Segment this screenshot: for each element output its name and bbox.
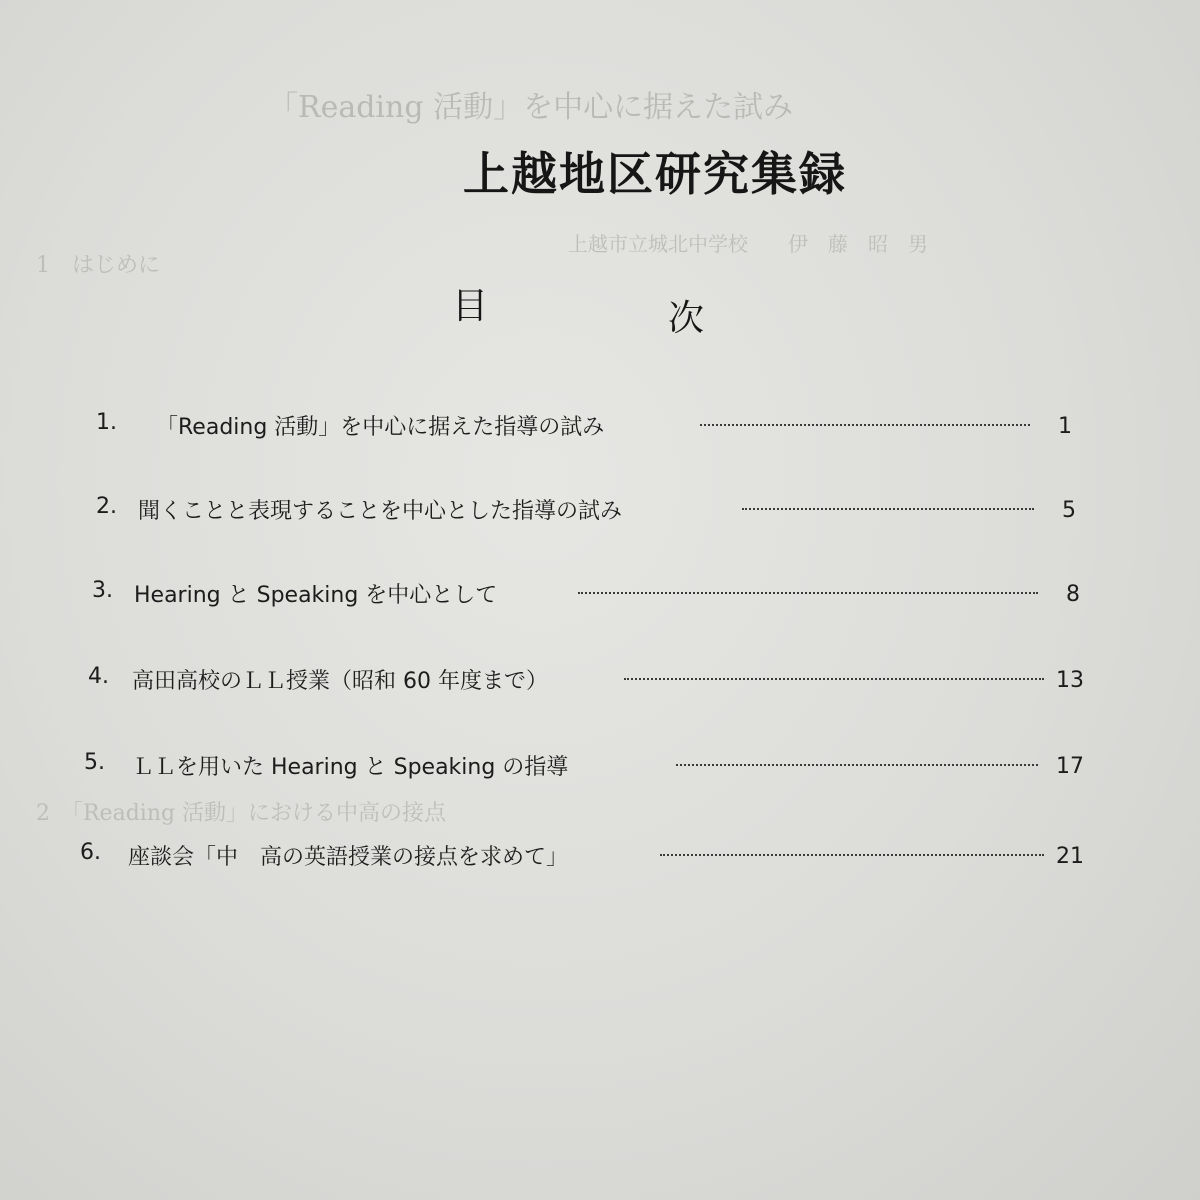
- toc-entry-leader: [624, 678, 1044, 680]
- toc-entry-title: 聞くことと表現することを中心とした指導の試み: [138, 499, 623, 524]
- toc-entry-page: 8: [1066, 582, 1080, 607]
- toc-entry-page: 17: [1056, 754, 1084, 779]
- toc-entry: [0, 494, 1200, 534]
- toc-entry-number: 2.: [96, 494, 117, 519]
- toc-entry-title: 「Reading 活動」を中心に据えた指導の試み: [156, 415, 605, 440]
- toc-entry-number: 5.: [84, 750, 105, 775]
- toc-entry-number: 4.: [88, 664, 109, 689]
- toc-entry: [0, 840, 1200, 880]
- toc-entry: [0, 578, 1200, 618]
- bleed-line: 2 「Reading 活動」における中高の接点: [36, 801, 447, 826]
- toc-entry-title: 高田高校のＬＬ授業（昭和 60 年度まで）: [132, 669, 548, 694]
- bleed-line: 上越市立城北中学校 伊 藤 昭 男: [568, 232, 928, 256]
- toc-entry-page: 5: [1062, 498, 1076, 523]
- toc-heading-char: 目: [452, 286, 489, 327]
- toc-entry-page: 13: [1056, 668, 1084, 693]
- toc-entry-title: Hearing と Speaking を中心として: [134, 583, 498, 608]
- bleed-line: 1 はじめに: [36, 253, 160, 278]
- toc-entry: [0, 410, 1200, 450]
- toc-entry-number: 1.: [96, 410, 117, 435]
- toc-entry: [0, 750, 1200, 790]
- document-title: 上越地区研究集録: [463, 147, 847, 201]
- toc-entry-leader: [578, 592, 1038, 594]
- toc-entry-title: ＬＬを用いた Hearing と Speaking の指導: [132, 755, 569, 780]
- toc-entry-leader: [742, 508, 1034, 510]
- toc-entry-leader: [660, 854, 1044, 856]
- toc-entry-page: 1: [1058, 414, 1072, 439]
- toc-entry: [0, 664, 1200, 704]
- bleed-line: 「Reading 活動」を中心に据えた試み: [268, 90, 794, 125]
- toc-entry-number: 6.: [80, 840, 101, 865]
- toc-entry-page: 21: [1056, 844, 1084, 869]
- toc-entry-leader: [700, 424, 1030, 426]
- toc-entry-title: 座談会「中 高の英語授業の接点を求めて」: [128, 845, 569, 870]
- toc-entry-leader: [676, 764, 1038, 766]
- toc-heading-char: 次: [668, 298, 705, 339]
- toc-entry-number: 3.: [92, 578, 113, 603]
